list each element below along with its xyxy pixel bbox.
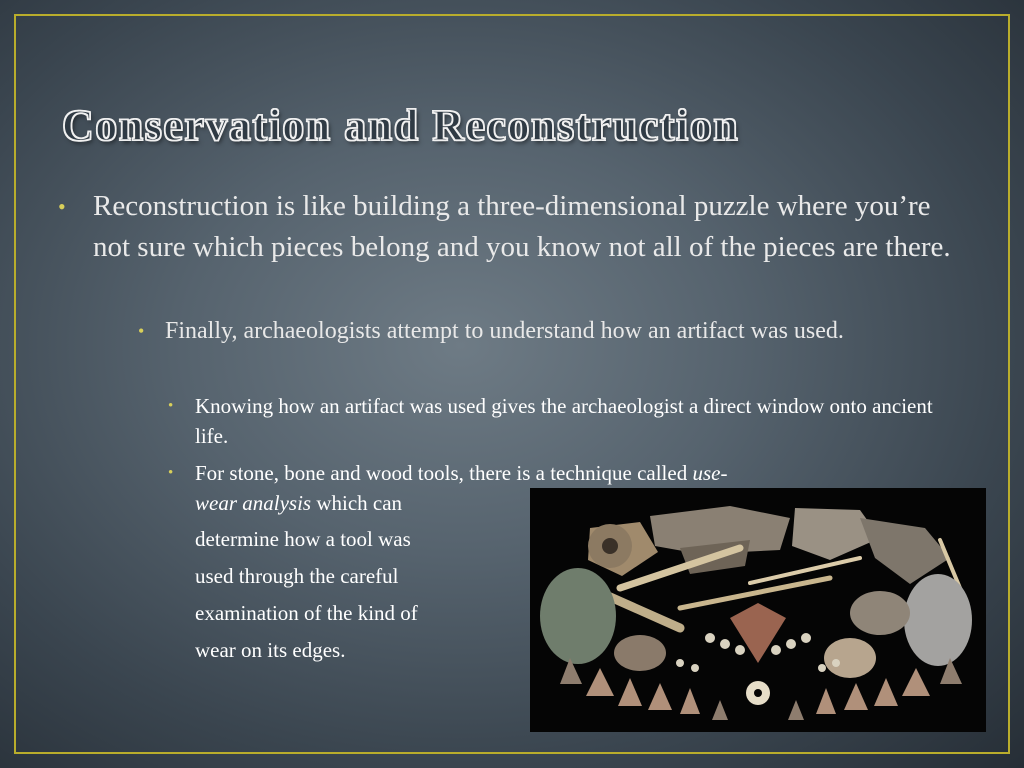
bullet-dot: •: [168, 465, 174, 481]
bullet-level-3: [168, 391, 948, 451]
artifacts-illustration: [530, 488, 986, 732]
bullet-text-part: For stone, bone and wood tools, there is a technique called: [195, 461, 693, 485]
bullet-text: Finally, archaeologists attempt to understand how an artifact was used.: [165, 318, 844, 344]
bullet-text: Reconstruction is like building a three-dimensional puzzle where you’re not sure which pieces belong and you know not all of the pieces are there.: [93, 190, 951, 263]
bullet-continuation-line: used through the careful: [195, 564, 399, 588]
bullet-text-part: which can: [311, 491, 403, 515]
bullet-dot: •: [138, 321, 145, 341]
bullet-continuation-line: determine how a tool was: [195, 527, 411, 551]
slide-title: Conservation and Reconstruction: [62, 101, 740, 150]
bullet-continuation-line: examination of the kind of: [195, 601, 418, 625]
bullet-dot: •: [58, 194, 66, 219]
bullet-level-2: [138, 315, 938, 348]
bullet-text-italic: use-: [692, 461, 728, 485]
bullet-dot: •: [168, 398, 174, 414]
bullet-text-italic: wear analysis: [195, 491, 312, 515]
bullet-level-1: [58, 186, 958, 268]
bullet-text: Knowing how an artifact was used gives the archaeologist a direct window onto ancient life.: [195, 394, 933, 448]
artifacts-photo: [530, 488, 986, 732]
bullet-continuation-line: wear on its edges.: [195, 638, 346, 662]
